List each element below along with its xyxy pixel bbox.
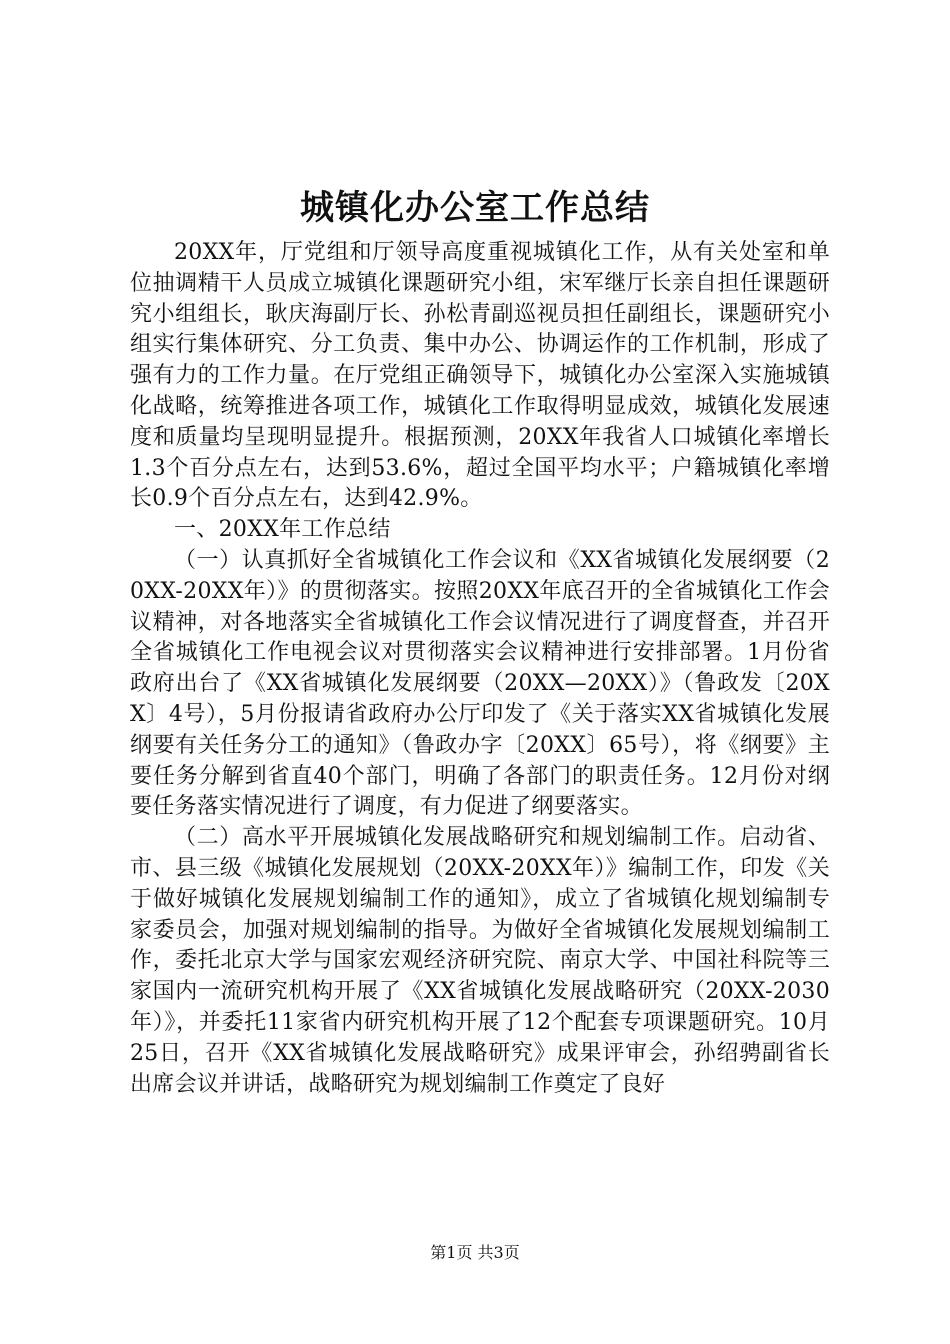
paragraph-item-1: （一）认真抓好全省城镇化工作会议和《XX省城镇化发展纲要（20XX-20XX年）》的贯彻落实。按照20XX年底召开的全省城镇化工作会议精神，对各地落实全省城镇化工作会议情况进行了调度督查，并召开全省城镇化工作电视会议对贯彻落实会议精神进行安排部署。1月份省政府出台了《XX省城镇化发展纲要（20XX—20XX）》（鲁政发〔20XX〕4号），5月份报请省政府办公厅印发了《关于落实XX省城镇化发展纲要有关任务分工的通知》（鲁政办字〔20XX〕65号），将《纲要》主要任务分解到省直40个部门，明确了各部门的职责任务。12月份对纲要任务落实情况进行了调度，有力促进了纲要落实。 [130,547,830,820]
document-body [130,238,830,1100]
paragraph-intro: 20XX年，厅党组和厅领导高度重视城镇化工作，从有关处室和单位抽调精干人员成立城镇化课题研究小组，宋军继厅长亲自担任课题研究小组组长，耿庆海副厅长、孙松青副巡视员担任副组长，课题研究小组实行集体研究、分工负责、集中办公、协调运作的工作机制，形成了强有力的工作力量。在厅党组正确领导下，城镇化办公室深入实施城镇化战略，统筹推进各项工作，城镇化工作取得明显成效，城镇化发展速度和质量均呈现明显提升。根据预测，20XX年我省人口城镇化率增长1.3个百分点左右，达到53.6%，超过全国平均水平；户籍城镇化率增长0.9个百分点左右，达到42.9%。 [130,240,830,512]
document-title: 城镇化办公室工作总结 [300,188,650,228]
section-heading: 一、20XX年工作总结 [174,517,391,543]
page-number: 第1页 共3页 [430,1243,520,1262]
paragraph-item-2: （二）高水平开展城镇化发展战略研究和规划编制工作。启动省、市、县三级《城镇化发展规划（20XX-20XX年）》编制工作，印发《关于做好城镇化发展规划编制工作的通知》，成立了省城镇化规划编制专家委员会，加强对规划编制的指导。为做好全省城镇化发展规划编制工作，委托北京大学与国家宏观经济研究院、南京大学、中国社科院等三家国内一流研究机构开展了《XX省城镇化发展战略研究（20XX-2030年）》，并委托11家省内研究机构开展了12个配套专项课题研究。10月25日，召开《XX省城镇化发展战略研究》成果评审会，孙绍骋副省长出席会议并讲话，战略研究为规划编制工作奠定了良好 [130,825,830,1097]
